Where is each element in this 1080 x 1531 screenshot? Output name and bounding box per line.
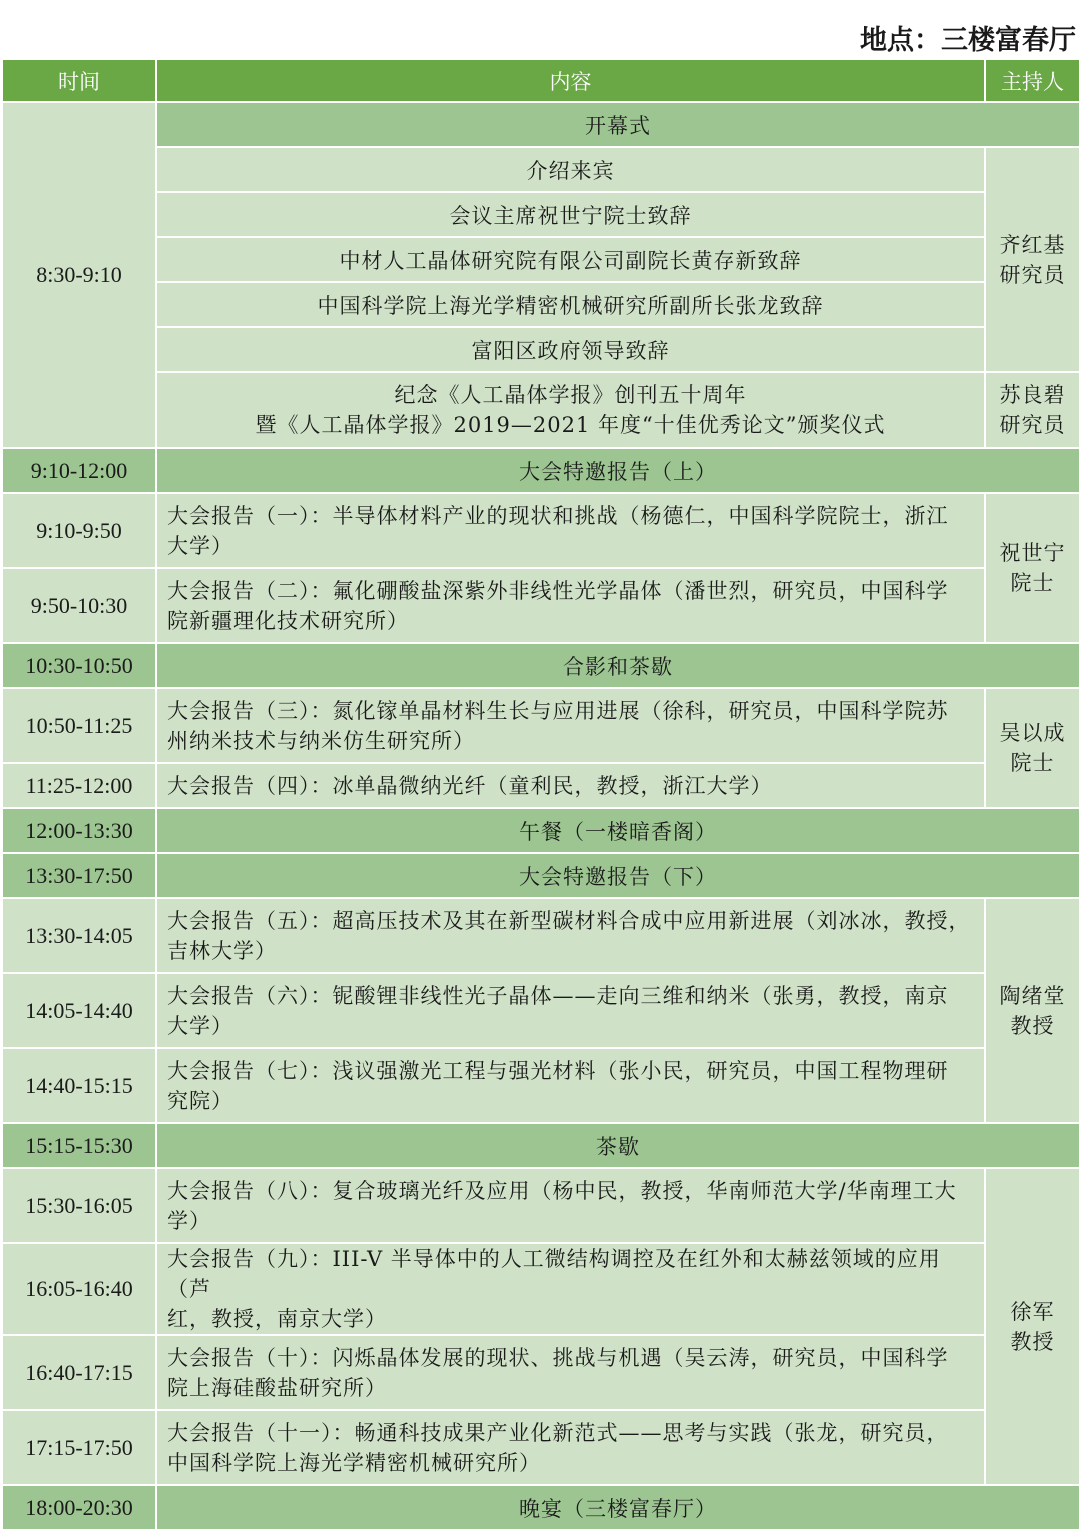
opening-host-1: 齐红基 研究员 — [985, 147, 1080, 372]
session-row — [2, 448, 1080, 493]
opening-item: 介绍来宾 — [156, 147, 985, 192]
session-row — [2, 853, 1080, 898]
host-cell: 徐军 教授 — [985, 1168, 1080, 1485]
talk-row — [2, 1410, 1080, 1485]
break-title: 茶歇 — [156, 1123, 1080, 1168]
header-row — [2, 59, 1080, 102]
talk-row — [2, 493, 1080, 568]
talk-title: 大会报告（十）：闪烁晶体发展的现状、挑战与机遇（吴云涛，研究员，中国科学 院上海硅酸盐研究所） — [156, 1335, 985, 1410]
break-time: 15:15-15:30 — [2, 1123, 156, 1168]
talk-title: 大会报告（九）：III-V 半导体中的人工微结构调控及在红外和太赫兹领域的应用（芦 红，教授，南京大学） — [156, 1243, 985, 1335]
schedule-table — [1, 58, 1080, 1531]
opening-host-2: 苏良碧 研究员 — [985, 372, 1080, 448]
talk-time: 14:40-15:15 — [2, 1048, 156, 1123]
header-host: 主持人 — [985, 59, 1080, 102]
opening-time: 8:30-9:10 — [2, 102, 156, 448]
talk-row — [2, 1243, 1080, 1335]
talk-time: 16:40-17:15 — [2, 1335, 156, 1410]
banquet-title: 晚宴（三楼富春厅） — [156, 1485, 1080, 1530]
host-cell: 吴以成 院士 — [985, 688, 1080, 808]
opening-item: 会议主席祝世宁院士致辞 — [156, 192, 985, 237]
session-am-title: 大会特邀报告（上） — [156, 448, 1080, 493]
break-row — [2, 643, 1080, 688]
header-time: 时间 — [2, 59, 156, 102]
banquet-row — [2, 1485, 1080, 1530]
break-row — [2, 1123, 1080, 1168]
talk-time: 15:30-16:05 — [2, 1168, 156, 1243]
talk-time: 13:30-14:05 — [2, 898, 156, 973]
talk-title: 大会报告（二）：氟化硼酸盐深紫外非线性光学晶体（潘世烈，研究员，中国科学 院新疆理化技术研究所） — [156, 568, 985, 643]
opening-item-row — [2, 327, 1080, 372]
opening-item: 中国科学院上海光学精密机械研究所副所长张龙致辞 — [156, 282, 985, 327]
session-pm-title: 大会特邀报告（下） — [156, 853, 1080, 898]
talk-title: 大会报告（十一）：畅通科技成果产业化新范式——思考与实践（张龙，研究员， 中国科学院上海光学精密机械研究所） — [156, 1410, 985, 1485]
opening-item-row — [2, 147, 1080, 192]
talk-time: 16:05-16:40 — [2, 1243, 156, 1335]
talk-row — [2, 688, 1080, 763]
talk-title: 大会报告（六）：铌酸锂非线性光子晶体——走向三维和纳米（张勇，教授，南京 大学） — [156, 973, 985, 1048]
talk-time: 11:25-12:00 — [2, 763, 156, 808]
opening-item-row — [2, 237, 1080, 282]
opening-title: 开幕式 — [156, 102, 1080, 147]
talk-title: 大会报告（八）：复合玻璃光纤及应用（杨中民，教授，华南师范大学/华南理工大 学） — [156, 1168, 985, 1243]
talk-row — [2, 898, 1080, 973]
talk-time: 17:15-17:50 — [2, 1410, 156, 1485]
award-ceremony: 纪念《人工晶体学报》创刊五十周年 暨《人工晶体学报》2019—2021 年度“十佳优秀论文”颁奖仪式 — [156, 372, 985, 448]
header-content: 内容 — [156, 59, 985, 102]
break-title: 合影和茶歇 — [156, 643, 1080, 688]
talk-row — [2, 1048, 1080, 1123]
talk-row — [2, 763, 1080, 808]
talk-time: 9:50-10:30 — [2, 568, 156, 643]
lunch-time: 12:00-13:30 — [2, 808, 156, 853]
talk-title: 大会报告（一）：半导体材料产业的现状和挑战（杨德仁，中国科学院院士，浙江 大学） — [156, 493, 985, 568]
talk-row — [2, 568, 1080, 643]
talk-row — [2, 973, 1080, 1048]
talk-row — [2, 1335, 1080, 1410]
break-time: 10:30-10:50 — [2, 643, 156, 688]
host-cell: 祝世宁 院士 — [985, 493, 1080, 643]
opening-item: 富阳区政府领导致辞 — [156, 327, 985, 372]
talk-title: 大会报告（七）：浅议强激光工程与强光材料（张小民，研究员，中国工程物理研 究院） — [156, 1048, 985, 1123]
lunch-title: 午餐（一楼暗香阁） — [156, 808, 1080, 853]
location-label: 地点：三楼富春厅 — [860, 25, 1076, 56]
banquet-time: 18:00-20:30 — [2, 1485, 156, 1530]
talk-title: 大会报告（四）：冰单晶微纳光纤（童利民，教授，浙江大学） — [156, 763, 985, 808]
talk-title: 大会报告（五）：超高压技术及其在新型碳材料合成中应用新进展（刘冰冰，教授， 吉林大学） — [156, 898, 985, 973]
award-row — [2, 372, 1080, 448]
opening-item-row — [2, 282, 1080, 327]
session-pm-time: 13:30-17:50 — [2, 853, 156, 898]
opening-item: 中材人工晶体研究院有限公司副院长黄存新致辞 — [156, 237, 985, 282]
talk-time: 9:10-9:50 — [2, 493, 156, 568]
opening-item-row — [2, 192, 1080, 237]
host-cell: 陶绪堂 教授 — [985, 898, 1080, 1123]
talk-time: 10:50-11:25 — [2, 688, 156, 763]
talk-title: 大会报告（三）：氮化镓单晶材料生长与应用进展（徐科，研究员，中国科学院苏 州纳米技术与纳米仿生研究所） — [156, 688, 985, 763]
talk-row — [2, 1168, 1080, 1243]
session-am-time: 9:10-12:00 — [2, 448, 156, 493]
lunch-row — [2, 808, 1080, 853]
talk-time: 14:05-14:40 — [2, 973, 156, 1048]
opening-row — [2, 102, 1080, 147]
